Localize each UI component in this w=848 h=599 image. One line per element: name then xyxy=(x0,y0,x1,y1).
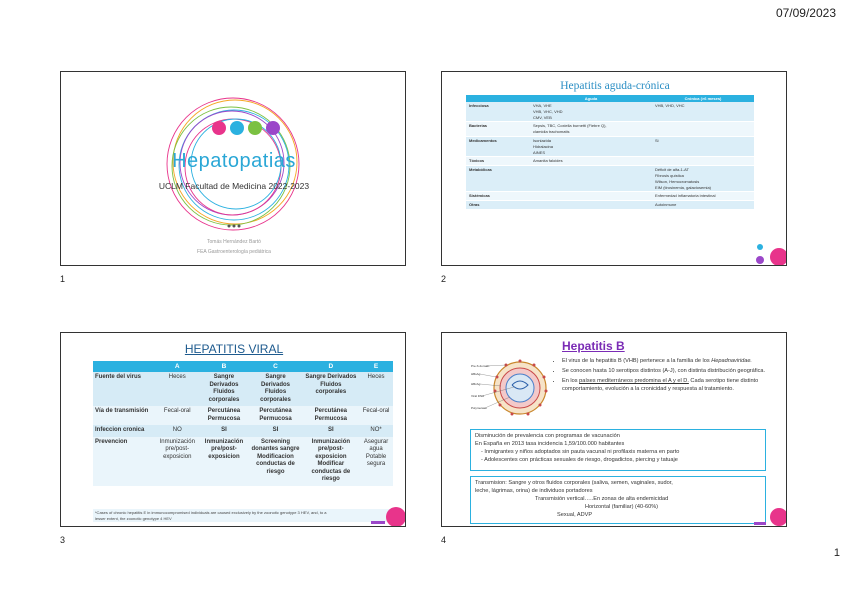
table-cell: Screening donantes sangre Modificacion conductas de riesgo xyxy=(248,437,302,486)
row-label: Vía de transmisión xyxy=(93,406,155,425)
table-cell xyxy=(652,122,754,137)
row-label: Otras xyxy=(466,201,530,210)
table-cell: NO xyxy=(155,425,200,437)
table-cell: Fecal-oral xyxy=(359,406,393,425)
row-label: Bacterias xyxy=(466,122,530,137)
table-cell: VHB, VHD, VHC xyxy=(652,102,754,122)
table-cell: SI xyxy=(248,425,302,437)
table-cell: Si xyxy=(652,136,754,156)
table-cell: Heces xyxy=(359,372,393,406)
slide-3-title: HEPATITIS VIRAL xyxy=(184,342,284,356)
row-label: Medicamentos xyxy=(466,136,530,156)
table-cell xyxy=(530,201,652,210)
slide-1-subtitle: UCLM Facultad de Medicina 2022-2023 xyxy=(158,181,310,191)
slide-4-thumbnail[interactable] xyxy=(441,332,787,527)
col-header: Crónica (>6 meses) xyxy=(652,95,754,102)
table-cell xyxy=(530,192,652,201)
prevalence-box xyxy=(470,429,766,471)
col-header: E xyxy=(359,361,393,372)
slide-number-1: 1 xyxy=(60,274,66,284)
table-cell: Amanita faloides xyxy=(530,157,652,166)
slide-number-3: 3 xyxy=(60,535,66,545)
transmission-box xyxy=(470,476,766,524)
table-row xyxy=(93,425,393,437)
col-header: Aguda xyxy=(530,95,652,102)
purple-dot xyxy=(266,121,280,135)
hepatitis-aguda-cronica-table xyxy=(466,95,754,210)
slide-1-thumbnail[interactable] xyxy=(60,71,406,266)
author-name: Tomás Hernández Bartó xyxy=(207,239,261,245)
table-row xyxy=(466,136,754,156)
table-cell: Isoniazida Hidralacina AINES xyxy=(530,136,652,156)
row-label: Infeccion cronica xyxy=(93,425,155,437)
decorative-dots-icon xyxy=(748,505,787,527)
col-header: A xyxy=(155,361,200,372)
table-cell: Sangre Derivados Fluidos corporales xyxy=(200,372,249,406)
figure-label: Pre-S domain xyxy=(471,364,490,368)
col-header: C xyxy=(248,361,302,372)
table-cell: Inmunización pre/post-exposicion Modificar conductas de riesgo xyxy=(303,437,360,486)
slide-3-footnote xyxy=(93,509,393,522)
box-line: leche, lágrimas, orina) de individuos portadores xyxy=(475,488,593,495)
blue-dot xyxy=(230,121,244,135)
hepatitis-b-bullets xyxy=(554,357,768,395)
slide-3-thumbnail[interactable] xyxy=(60,332,406,527)
table-cell: Percutánea Permucosa xyxy=(248,406,302,425)
row-label: Sistémicas xyxy=(466,192,530,201)
table-cell: SI xyxy=(303,425,360,437)
bullet-item: • El virus de la hepatitis B (VHB) pertenece a la familia de los Hepadnaviridae. xyxy=(562,357,768,365)
table-cell: Enfermedad inflamatoria intestinal xyxy=(652,192,754,201)
page-number: 1 xyxy=(833,547,840,559)
slide-2-thumbnail[interactable] xyxy=(441,71,787,266)
slide-1-title: Hepatopatias xyxy=(172,150,296,172)
box-line: - Inmigrantes y niños adoptados sin pauta vacunal ni profilaxis materna en parto xyxy=(481,449,680,456)
figure-label: Polymerase xyxy=(471,406,487,410)
decorative-dots-icon xyxy=(748,240,787,266)
slide-number-2: 2 xyxy=(441,274,447,284)
table-row xyxy=(466,102,754,122)
col-header xyxy=(93,361,155,372)
box-line: Disminución de prevalencia con programas de vacunación xyxy=(475,433,620,439)
box-line: Horizontal (familiar) (40-60%) xyxy=(585,504,659,511)
row-label: Tóxicos xyxy=(466,157,530,166)
col-header: B xyxy=(200,361,249,372)
figure-label: HBsAg xyxy=(471,372,481,376)
table-cell: Sangre Derivados Fluidos corporales xyxy=(248,372,302,406)
table-cell: Sepsis, TBC, Coxiella burnetti (Fiebre Q), clamidia trachomatis xyxy=(530,122,652,137)
table-cell: Autoinmune xyxy=(652,201,754,210)
table-cell: Inmunización pre/post-exposicion xyxy=(155,437,200,486)
table-row xyxy=(466,157,754,166)
table-cell: Fecal-oral xyxy=(155,406,200,425)
box-line: Sexual, ADVP xyxy=(557,512,593,519)
table-cell: Percutánea Permucosa xyxy=(200,406,249,425)
table-row xyxy=(466,122,754,137)
print-date: 07/09/2023 xyxy=(775,6,836,20)
table-cell: NO* xyxy=(359,425,393,437)
figure-label: Viral DNA xyxy=(471,394,485,398)
table-cell: VHA, VHE VHB, VHC, VHD CMV, VEB xyxy=(530,102,652,122)
hbv-virion-diagram xyxy=(470,357,554,419)
pink-dot xyxy=(212,121,226,135)
row-label: Prevencion xyxy=(93,437,155,486)
table-cell: Déficit de alfa-1-AT Fibrosis quística Wilson, Hemocromatosis EIM (tirosinemia, galactosemia) xyxy=(652,166,754,192)
table-cell: Sangre Derivados Fluidos corporales xyxy=(303,372,360,406)
table-cell: SI xyxy=(200,425,249,437)
footnote-line: *Cases of chronic hepatitis E in immunocompromised individuals are caused exclusively by the zoonotic genotype 3 HEV, and, to a xyxy=(95,510,327,515)
slide-number-4: 4 xyxy=(441,535,447,545)
table-row xyxy=(466,201,754,210)
hepatitis-viral-table xyxy=(93,361,393,486)
table-row xyxy=(93,406,393,425)
green-dot xyxy=(248,121,262,135)
box-line: Transmision: Sangre y otros fluidos corporales (saliva, semen, vaginales, sudor, xyxy=(475,480,673,486)
footnote-line: lesser extent, the zoonotic genotype 4 HEV xyxy=(95,515,172,521)
box-line: En España en 2013 tasa incidencia 1,59/100.000 habitantes xyxy=(475,441,625,448)
table-row xyxy=(93,437,393,486)
table-row xyxy=(466,192,754,201)
author-role: FEA Gastroenterología pediátrica xyxy=(197,248,271,255)
table-cell xyxy=(652,157,754,166)
table-cell: Inmunización pre/post-exposicion xyxy=(200,437,249,486)
col-header xyxy=(466,95,530,102)
table-row xyxy=(466,166,754,192)
slide-4-title: Hepatitis B xyxy=(562,339,625,353)
col-header: D xyxy=(303,361,360,372)
bullet-item: • En los países mediterráneos predomina el A y el D. Cada serotipo tiene distinto comportamiento, evolución a la cronicidad y respuesta al tratamiento. xyxy=(562,377,768,393)
table-cell: Percutánea Permucosa xyxy=(303,406,360,425)
table-cell xyxy=(530,166,652,192)
figure-label: HBcAg xyxy=(471,382,481,386)
table-cell: Heces xyxy=(155,372,200,406)
row-label: Infecciosa xyxy=(466,102,530,122)
row-label: Metabólicas xyxy=(466,166,530,192)
box-line: - Adolescentes con prácticas sexuales de riesgo, drogadictos, piercing y tatuaje xyxy=(481,457,678,464)
row-label: Fuente del virus xyxy=(93,372,155,406)
slide-2-title: Hepatitis aguda-crónica xyxy=(560,80,670,92)
decorative-dots-icon xyxy=(361,503,406,527)
slide-1-author xyxy=(61,238,406,257)
bullet-item: • Se conocen hasta 10 serotipos distintos (A-J), con distinta distribución geográfica. xyxy=(562,367,768,375)
table-row xyxy=(93,372,393,406)
table-cell: Asegurar agua Potable segura xyxy=(359,437,393,486)
box-line: Transmisión vertical…..En zonas de alta endemicidad xyxy=(535,496,669,503)
